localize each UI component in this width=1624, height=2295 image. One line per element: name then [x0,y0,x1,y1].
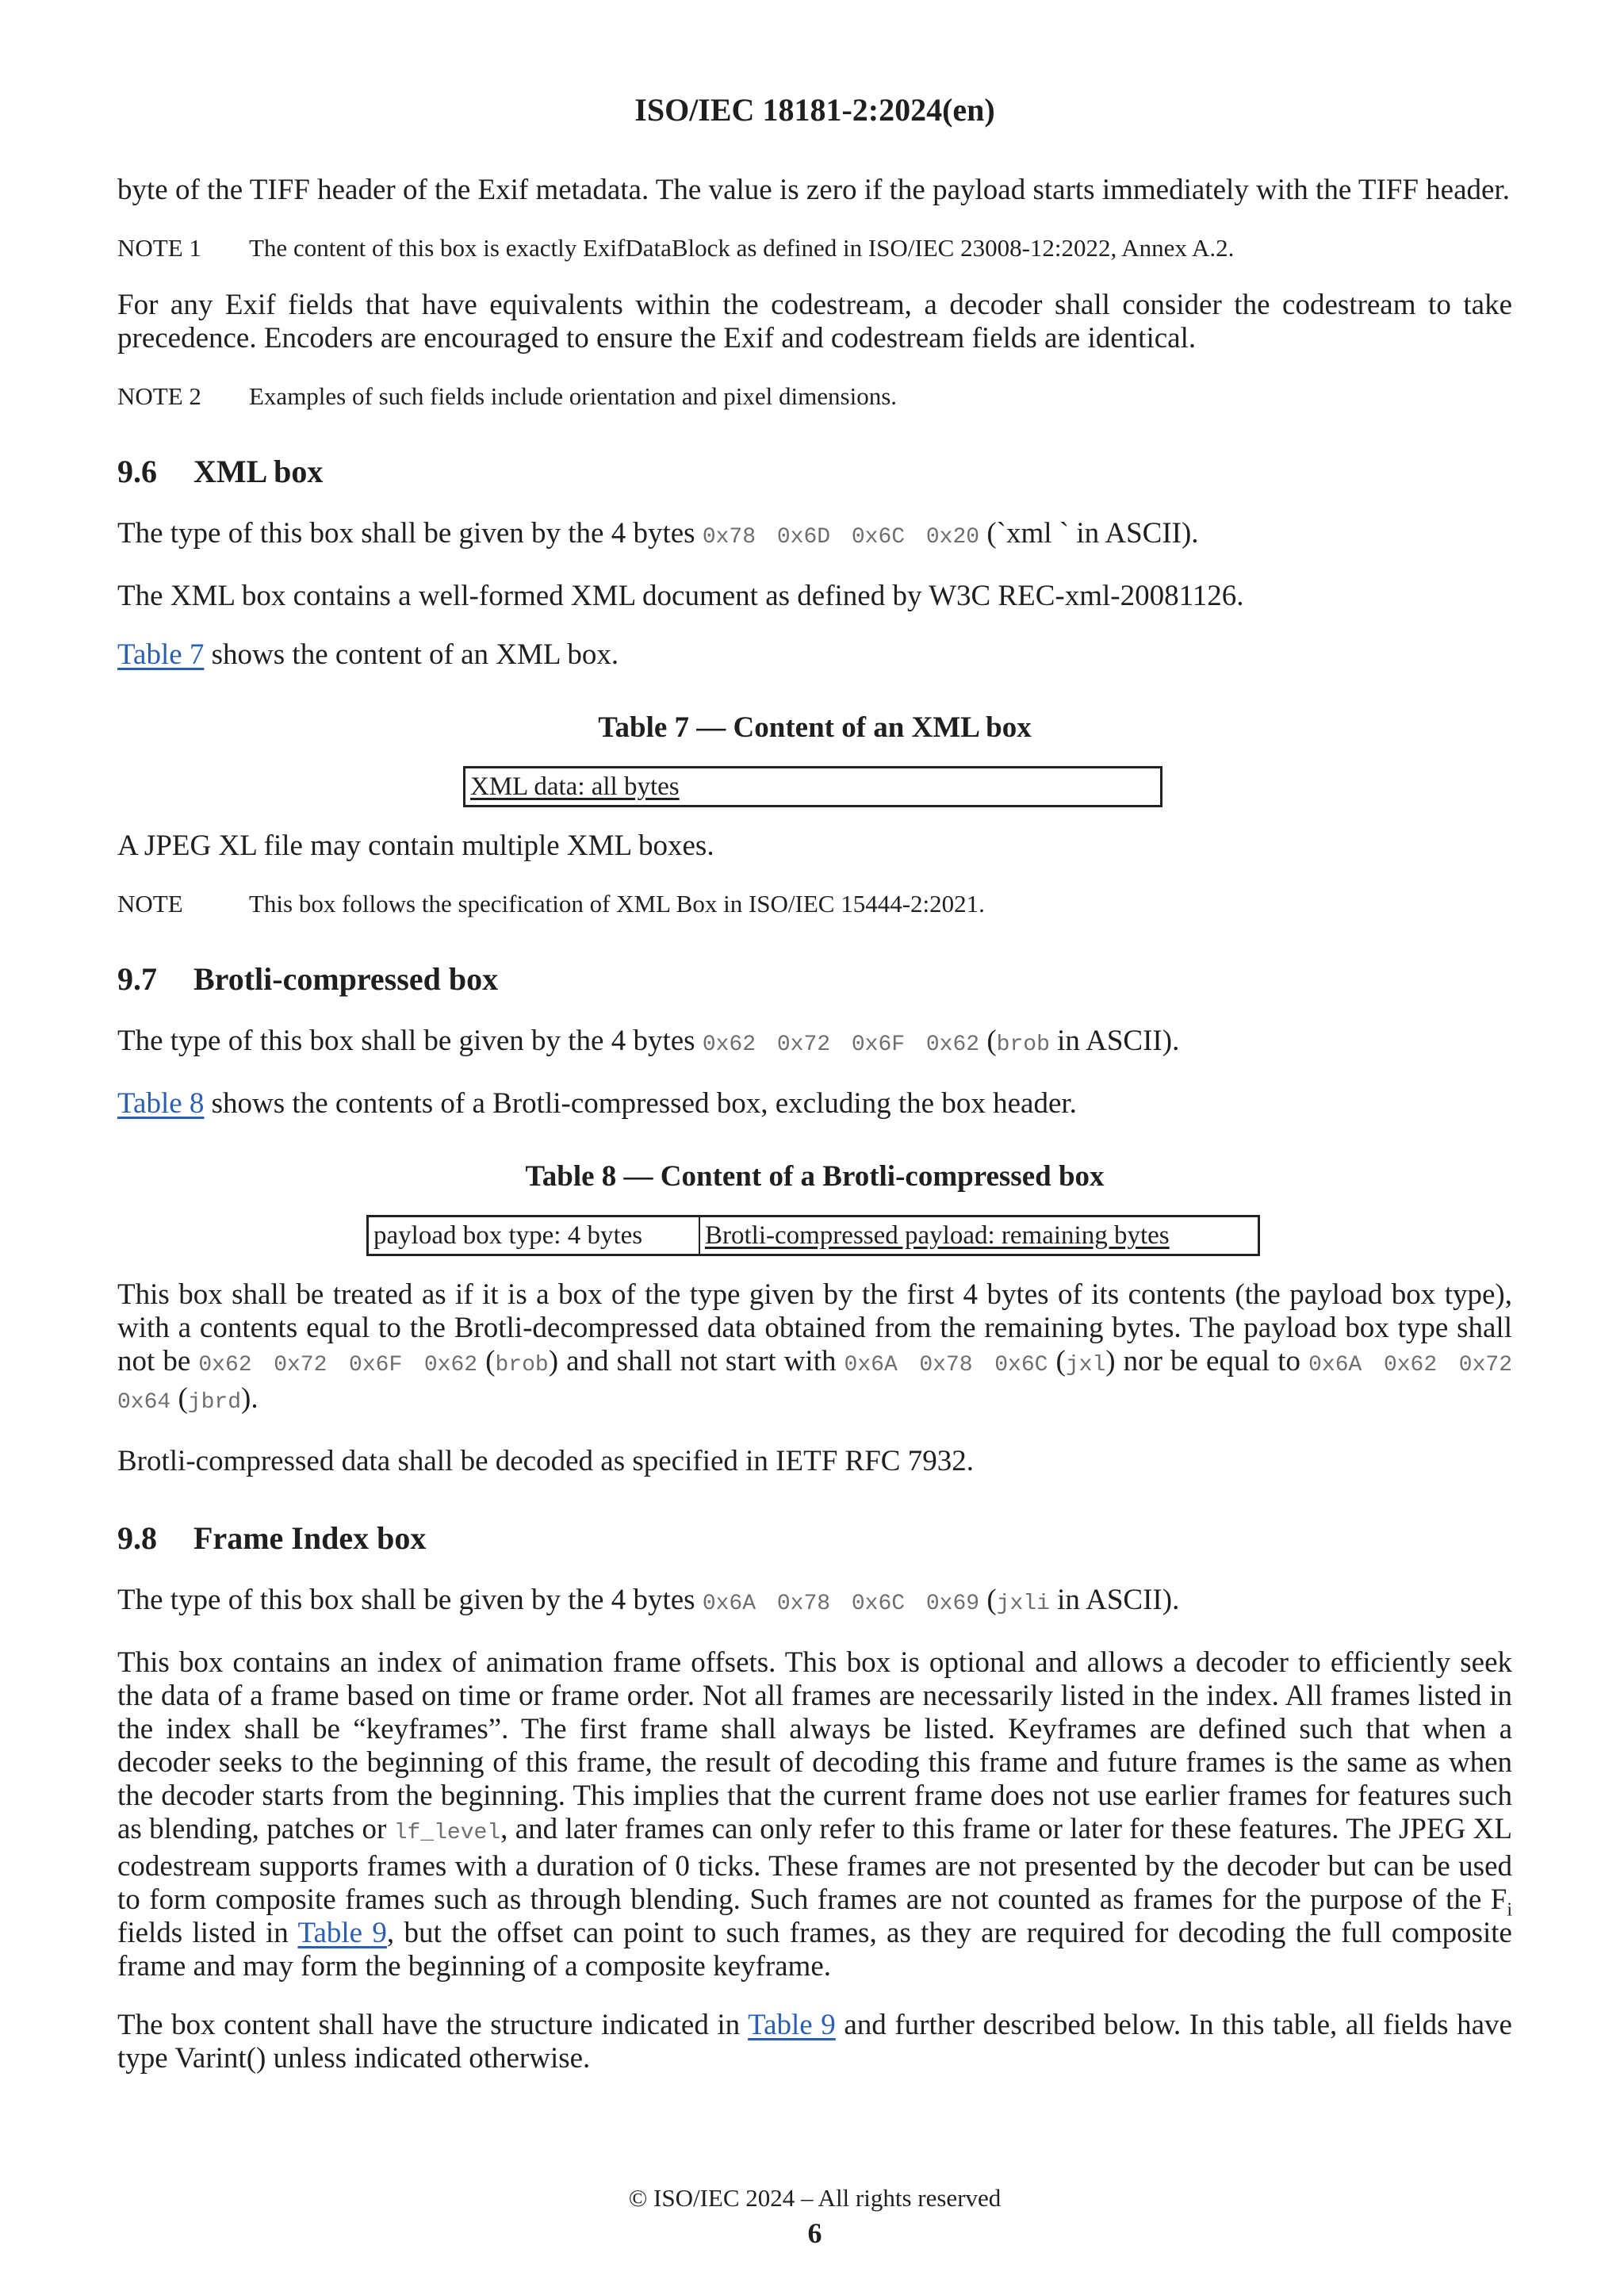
note-label: NOTE [117,890,183,918]
table-cell-text: Brotli-compressed payload: remaining bytes [705,1221,1170,1250]
inline-code: 0x6A 0x78 0x6C [844,1353,1048,1377]
paragraph-brotli-box-type [117,1025,1512,1062]
inline-code: jxli [996,1592,1050,1616]
text-run: ( [1048,1345,1066,1377]
table-7 [463,766,1162,807]
table-cell [369,1217,700,1254]
paragraph-exif-offset: byte of the TIFF header of the Exif metadata. The value is zero if the payload starts immediately with the TIFF header. [117,174,1510,206]
text-run: (`xml ` in ASCII). [979,517,1199,550]
section-number: 9.7 [117,961,157,997]
note-label: NOTE 2 [117,382,201,410]
inline-code: 0x78 0x6D 0x6C 0x20 [702,525,980,550]
text-run: ). [241,1382,259,1415]
page-body [117,174,1512,2075]
note-xml-box [117,889,1512,919]
inline-code: brob [996,1033,1050,1057]
section-heading-9-8 [117,1519,1512,1557]
paragraph-xml-box-type [117,517,1512,554]
inline-code: brob [495,1353,549,1377]
text-run: shows the contents of a Brotli-compressed box, excluding the box header. [204,1087,1077,1120]
text-run: , but the offset can point to such frames, as they are required for decoding the full composite frame and may form the beginning of a composite keyframe. [117,1917,1512,1983]
table-8-caption: Table 8 — Content of a Brotli-compressed box [525,1160,1105,1193]
table-8 [366,1215,1260,1256]
text-run: fields listed in [117,1917,298,1949]
paragraph-exif-precedence: For any Exif fields that have equivalents within the codestream, a decoder shall consider the codestream to take precedence. Encoders are encouraged to ensure the Exif and codestream fields are identical. [117,289,1512,354]
section-number: 9.6 [117,454,157,489]
paragraph-xml-content: The XML box contains a well-formed XML document as defined by W3C REC-xml-20081126. [117,580,1244,612]
table-reference-link[interactable]: Table 9 [748,2009,836,2041]
table-cell [700,1217,1258,1254]
text-run: ( [170,1382,188,1415]
note-label: NOTE 1 [117,234,201,262]
paragraph-table-7-reference [117,638,1512,672]
note-2 [117,381,1512,412]
text-run: The type of this box shall be given by the 4 bytes [117,517,703,550]
table-reference-link[interactable]: Table 7 [117,638,205,671]
paragraph-multiple-xml-boxes: A JPEG XL file may contain multiple XML boxes. [117,829,714,862]
text-run: The type of this box shall be given by the 4 bytes [117,1025,703,1057]
text-run: This box contains an index of animation frame offsets. This box is optional and allows a decoder to efficiently seek the data of a frame based on time or frame order. Not all frames are necessarily listed in the index. All frames listed in the index shall be “keyframes”. The first frame shall always be listed. Keyframes are defined such that when a decoder seeks to the beginning of this frame, the result of decoding this frame and future frames is the same as when the decoder starts from the beginning. This implies that the current frame does not use earlier frames for features such as blending, patches or [117,1646,1512,1845]
document-id-header: ISO/IEC 18181-2:2024(en) [634,92,995,128]
text-run: , and later frames can only refer to this frame or later for these features. The JPEG XL codestream supports frames with a duration of 0 ticks. These frames are not presented by the decoder but can be used to form composite frames such as through blending. Such frames are not counted as frames for the purpose of the F [117,1813,1512,1916]
text-run: The box content shall have the structure indicated in [117,2009,749,2041]
section-title: Brotli-compressed box [193,961,499,997]
text-run: ( [979,1584,997,1616]
inline-code: 0x6A 0x62 0x72 0x64 [117,1353,1512,1415]
table-cell [465,768,1160,805]
text-run: ( [477,1345,496,1377]
inline-code: 0x62 0x72 0x6F 0x62 [198,1353,478,1377]
text-run: This box shall be treated as if it is a box of the type given by the first 4 bytes of its contents (the payload box type), with a contents equal to the Brotli-decompressed data obtained from the remaining bytes. The payload box type shall not be [117,1278,1512,1377]
inline-code: lf_level [393,1821,501,1845]
text-run: in ASCII). [1049,1025,1180,1057]
section-title: XML box [193,454,324,489]
inline-code: jbrd [187,1390,242,1415]
paragraph-brotli-decoding: Brotli-compressed data shall be decoded as specified in IETF RFC 7932. [117,1445,974,1477]
paragraph-frame-index-type [117,1584,1512,1621]
copyright-footer: © ISO/IEC 2024 – All rights reserved [628,2184,1002,2212]
inline-code: 0x62 0x72 0x6F 0x62 [702,1033,980,1057]
note-text: The content of this box is exactly ExifDataBlock as defined in ISO/IEC 23008-12:2022, Annex A.2. [249,234,1235,262]
paragraph-frame-index-description [117,1646,1512,1983]
text-run: ) and shall not start with [548,1345,845,1377]
table-reference-link[interactable]: Table 8 [117,1087,205,1120]
note-1 [117,233,1512,263]
section-heading-9-6 [117,453,1512,491]
paragraph-brotli-treatment [117,1278,1512,1420]
text-run: in ASCII). [1049,1584,1180,1616]
section-number: 9.8 [117,1520,157,1556]
text-run: The type of this box shall be given by the 4 bytes [117,1584,703,1616]
section-heading-9-7 [117,960,1512,998]
note-text: Examples of such fields include orientation and pixel dimensions. [249,382,898,410]
table-cell-text: payload box type: 4 bytes [373,1221,643,1250]
inline-code: 0x6A 0x78 0x6C 0x69 [702,1592,980,1616]
text-run: ) nor be equal to [1105,1345,1309,1377]
table-7-caption: Table 7 — Content of an XML box [598,711,1032,744]
page-number: 6 [807,2217,822,2249]
table-cell-text: XML data: all bytes [470,772,680,801]
section-title: Frame Index box [193,1520,427,1556]
note-text: This box follows the specification of XML Box in ISO/IEC 15444-2:2021. [249,890,985,918]
inline-code: jxl [1065,1353,1106,1377]
text-run: shows the content of an XML box. [204,638,619,671]
table-reference-link[interactable]: Table 9 [297,1917,387,1949]
paragraph-table-8-reference [117,1087,1512,1121]
paragraph-frame-index-structure [117,2009,1512,2075]
text-run: and further described below. In this table, all fields have type Varint() unless indicated otherwise. [117,2009,1512,2075]
subscript: i [1507,1899,1512,1921]
text-run: ( [979,1025,997,1057]
